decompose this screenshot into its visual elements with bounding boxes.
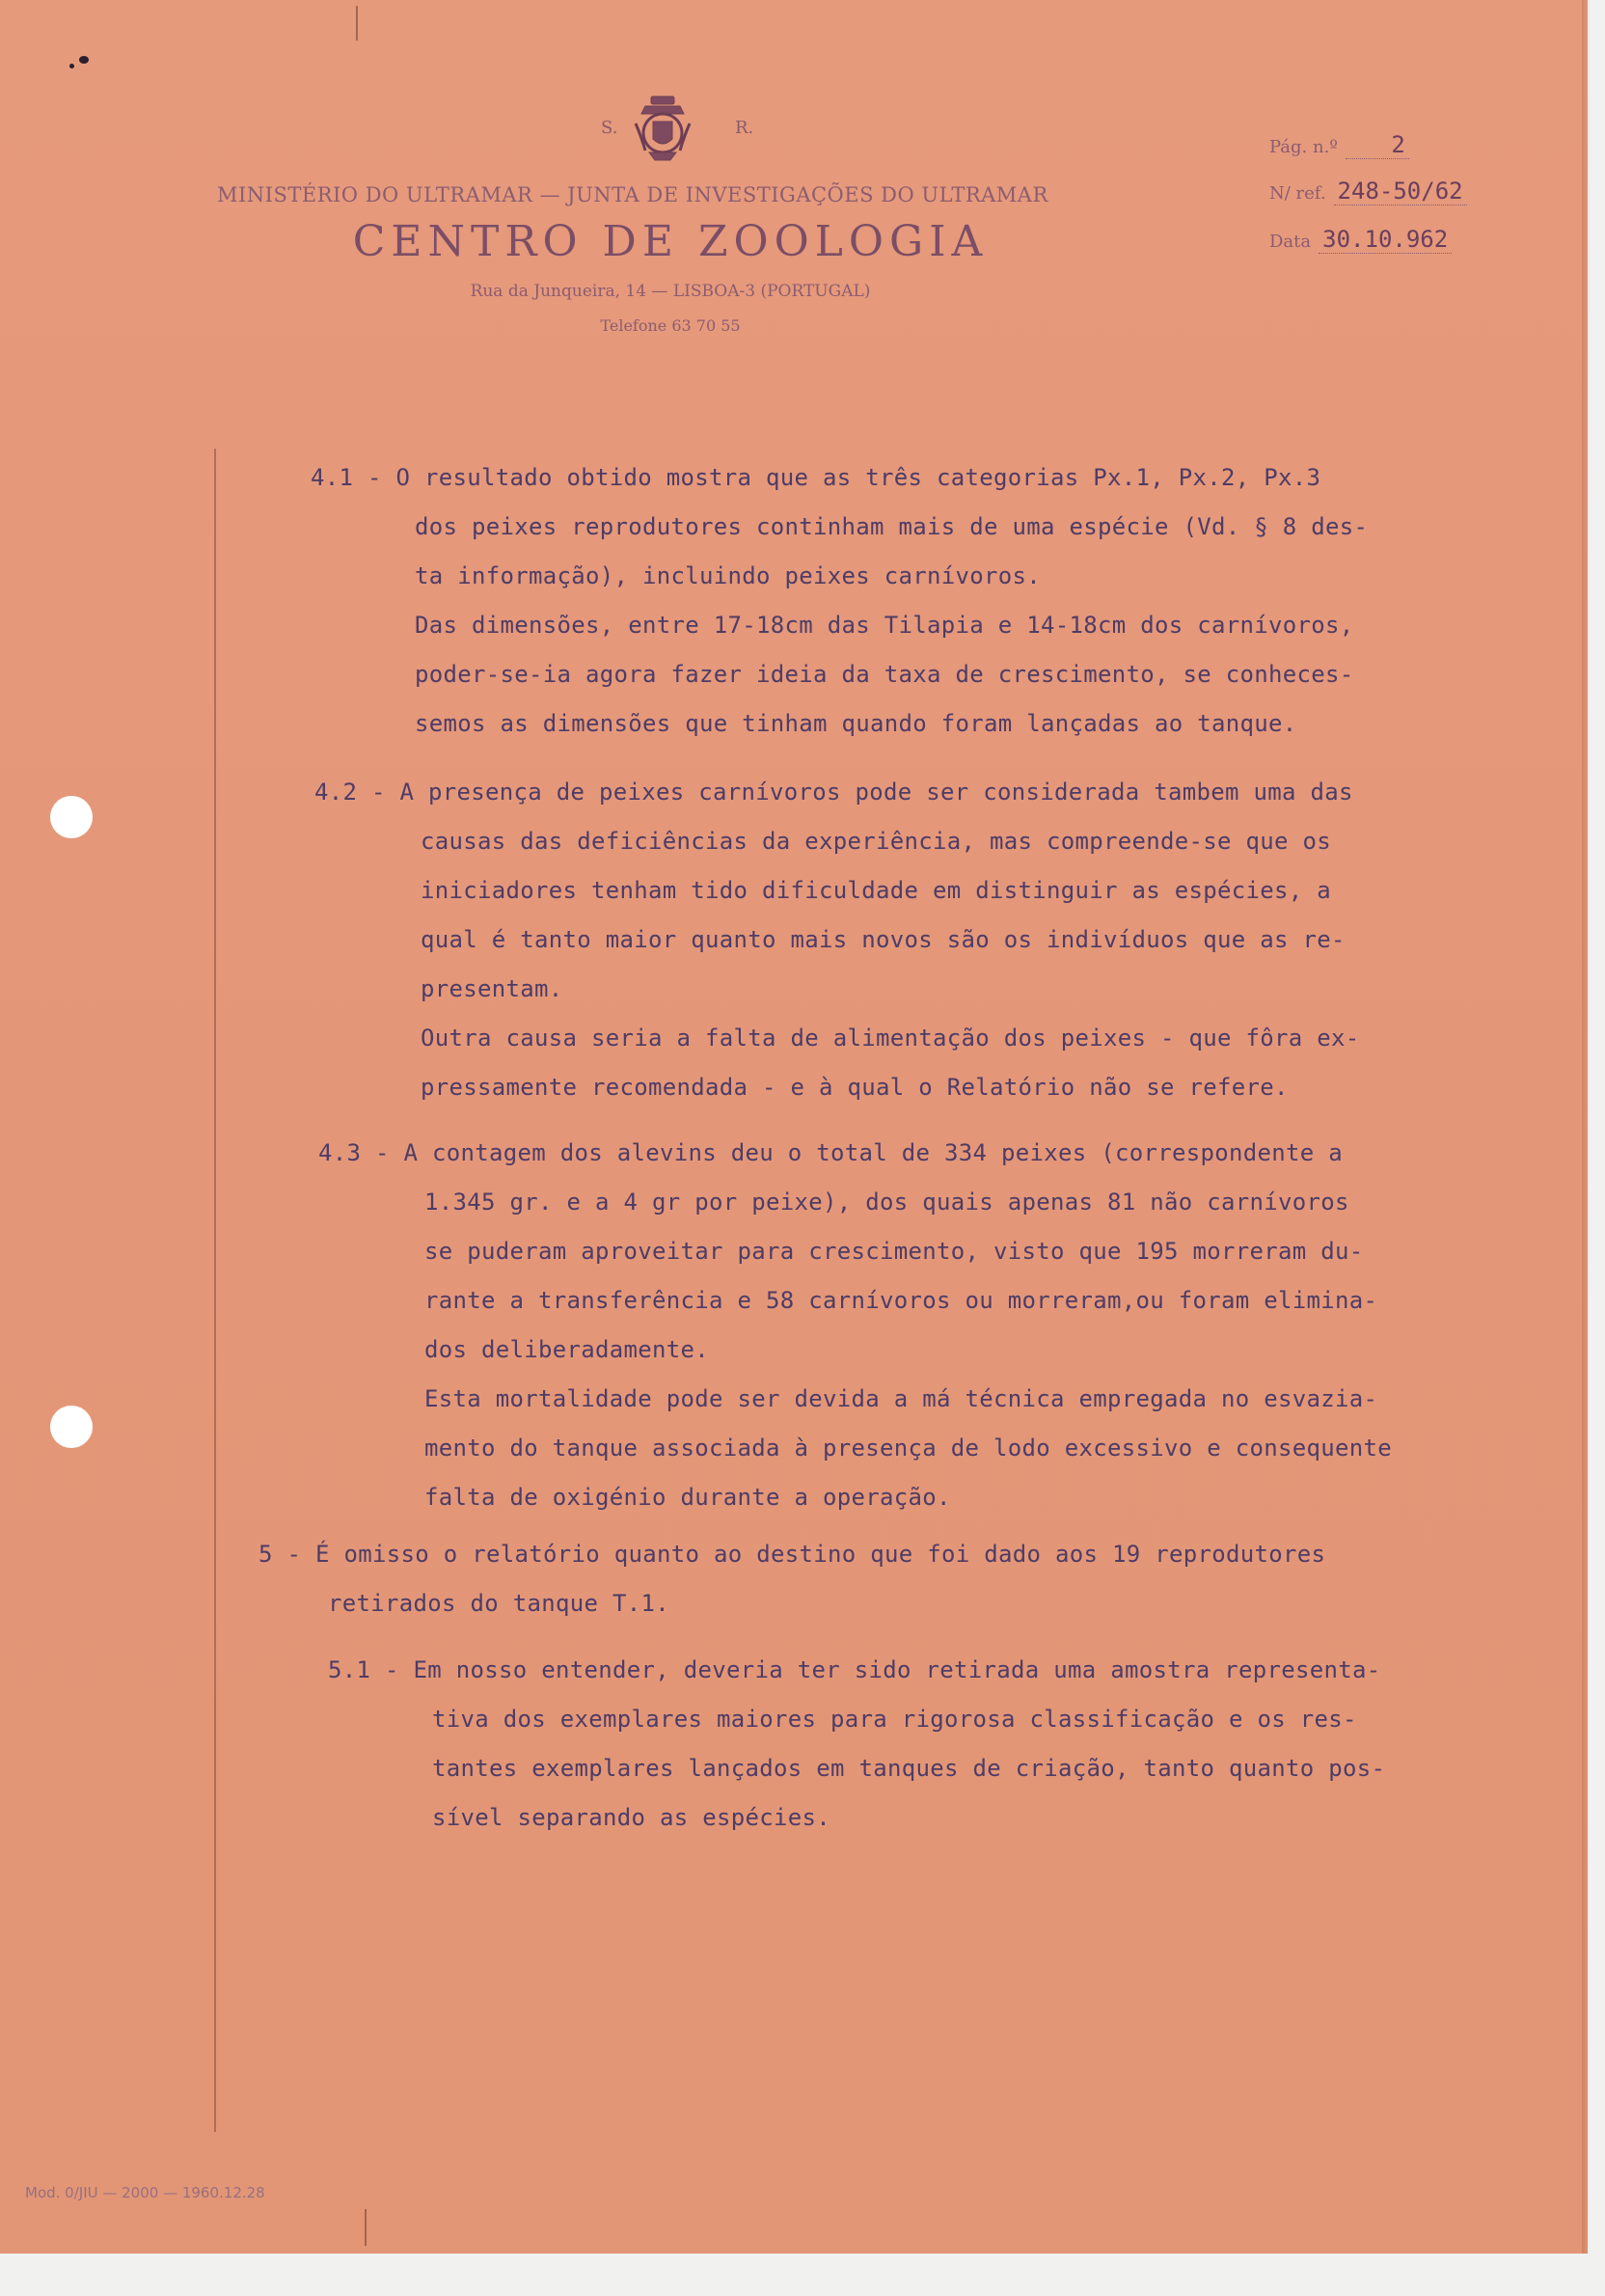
text-line: dos deliberadamente. bbox=[424, 1336, 709, 1363]
text-line: rante a transferência e 58 carnívoros ou morreram,ou foram elimina- bbox=[424, 1287, 1378, 1314]
text-line: Das dimensões, entre 17-18cm das Tilapia e 14-18cm dos carnívoros, bbox=[415, 612, 1354, 639]
text-line: sível separando as espécies. bbox=[432, 1804, 830, 1831]
text-line: pressamente recomendada - e à qual o Relatório não se refere. bbox=[421, 1074, 1289, 1101]
coat-of-arms-seal bbox=[632, 95, 694, 162]
text-line: tantes exemplares lançados em tanques de criação, tanto quanto pos- bbox=[432, 1755, 1386, 1782]
fold-mark-bottom bbox=[365, 2209, 367, 2246]
institution-telephone: Telefone 63 70 55 bbox=[600, 316, 741, 335]
text-line: tiva dos exemplares maiores para rigorosa classificação e os res- bbox=[432, 1706, 1357, 1733]
text-line: 4.1 - O resultado obtido mostra que as três categorias Px.1, Px.2, Px.3 bbox=[311, 464, 1321, 491]
punch-hole-lower bbox=[50, 1406, 93, 1448]
text-line: qual é tanto maior quanto mais novos são os indivíduos que as re- bbox=[421, 926, 1346, 953]
text-line: 4.2 - A presença de peixes carnívoros pode ser considerada tambem uma das bbox=[314, 779, 1353, 806]
paragraph-4-3 bbox=[318, 1129, 1392, 1522]
text-line: retirados do tanque T.1. bbox=[328, 1590, 669, 1617]
date-value: 30.10.962 bbox=[1319, 226, 1452, 254]
text-line: 1.345 gr. e a 4 gr por peixe), dos quais apenas 81 não carnívoros bbox=[424, 1189, 1349, 1216]
page-number-field bbox=[1269, 131, 1409, 159]
text-line: ta informação), incluindo peixes carnívoros. bbox=[415, 562, 1041, 589]
date-label: Data bbox=[1269, 232, 1312, 252]
ink-speck bbox=[69, 64, 74, 68]
text-line: iniciadores tenham tido dificuldade em distinguir as espécies, a bbox=[421, 877, 1331, 904]
reference-field bbox=[1269, 178, 1467, 205]
punch-hole-upper bbox=[50, 796, 93, 838]
institution-name: CENTRO DE ZOOLOGIA bbox=[352, 217, 989, 266]
text-line: dos peixes reprodutores continham mais de uma espécie (Vd. § 8 des- bbox=[415, 513, 1369, 540]
paragraph-5-1 bbox=[328, 1646, 1385, 1843]
text-line: poder-se-ia agora fazer ideia da taxa de crescimento, se conheces- bbox=[415, 661, 1354, 688]
text-line: falta de oxigénio durante a operação. bbox=[424, 1484, 951, 1511]
fold-mark-top bbox=[356, 6, 358, 41]
letterhead-s: S. bbox=[601, 118, 618, 138]
reference-value: 248-50/62 bbox=[1334, 178, 1467, 205]
institution-address: Rua da Junqueira, 14 — LISBOA-3 (PORTUGAL) bbox=[470, 282, 871, 301]
text-line: 5.1 - Em nosso entender, deveria ter sido retirada uma amostra representa- bbox=[328, 1656, 1381, 1683]
form-code: Mod. 0/JIU — 2000 — 1960.12.28 bbox=[25, 2184, 265, 2201]
paragraph-4-1 bbox=[311, 453, 1368, 749]
margin-rule bbox=[214, 449, 216, 2132]
text-line: se puderam aproveitar para crescimento, visto que 195 morreram du- bbox=[424, 1238, 1364, 1265]
reference-label: N/ ref. bbox=[1269, 183, 1326, 204]
paragraph-4-2 bbox=[314, 768, 1359, 1112]
text-line: Outra causa seria a falta de alimentação dos peixes - que fôra ex- bbox=[421, 1025, 1360, 1052]
page-edge-shadow bbox=[1582, 0, 1590, 2254]
letterhead-r: R. bbox=[735, 118, 754, 138]
text-line: causas das deficiências da experiência, mas compreende-se que os bbox=[421, 828, 1331, 855]
text-line: mento do tanque associada à presença de lodo excessivo e consequente bbox=[424, 1435, 1392, 1462]
text-line: presentam. bbox=[421, 975, 563, 1002]
date-field bbox=[1269, 226, 1452, 254]
text-line: Esta mortalidade pode ser devida a má técnica empregada no esvazia- bbox=[424, 1385, 1378, 1412]
text-line: semos as dimensões que tinham quando foram lançadas ao tanque. bbox=[415, 710, 1297, 737]
ink-speck bbox=[79, 56, 89, 64]
ministry-line: MINISTÉRIO DO ULTRAMAR — JUNTA DE INVESTIGAÇÕES DO ULTRAMAR bbox=[217, 183, 1048, 206]
page-number-value: 2 bbox=[1346, 131, 1409, 159]
paragraph-5 bbox=[258, 1530, 1325, 1628]
text-line: 5 - É omisso o relatório quanto ao destino que foi dado aos 19 reprodutores bbox=[258, 1541, 1326, 1568]
page-number-label: Pág. n.º bbox=[1269, 137, 1338, 157]
text-line: 4.3 - A contagem dos alevins deu o total de 334 peixes (correspondente a bbox=[318, 1139, 1343, 1166]
